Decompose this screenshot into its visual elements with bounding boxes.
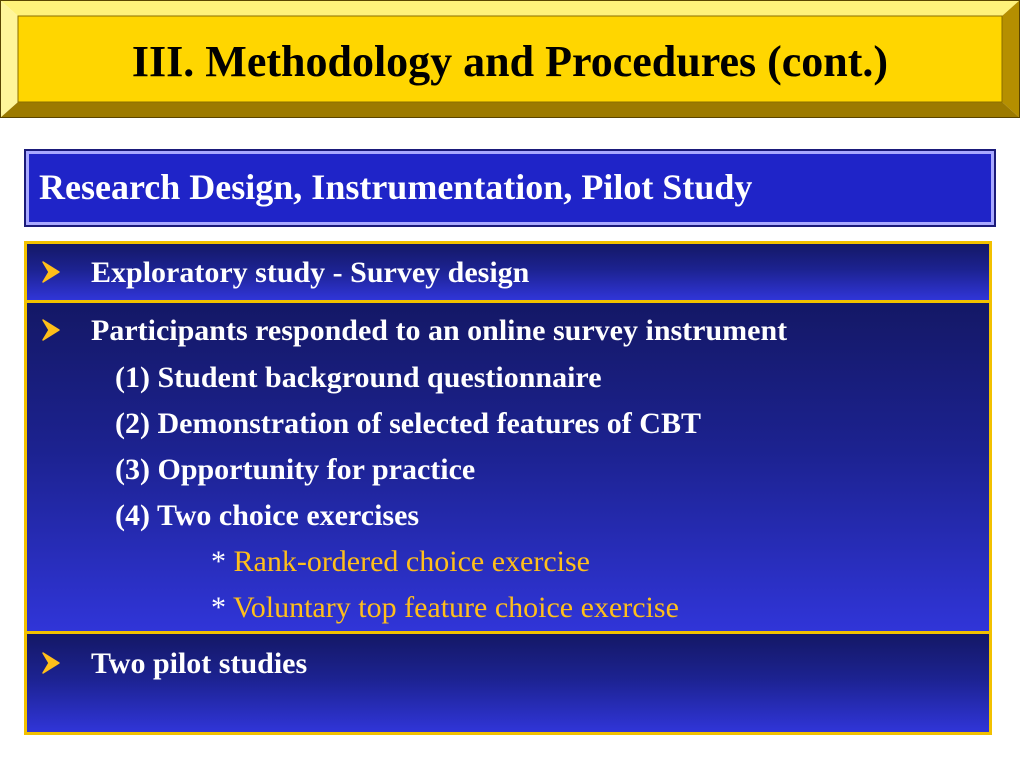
bullet-item <box>41 646 307 682</box>
bullet-item <box>41 255 529 291</box>
asterisk-marker: * <box>211 545 234 578</box>
bullet-text: Participants responded to an online survey instrument <box>91 314 788 347</box>
title-plate <box>0 0 1020 118</box>
bullet-text: Exploratory study - Survey design <box>91 256 530 289</box>
highlighted-text: Rank-ordered choice exercise <box>233 545 590 578</box>
highlighted-text: Voluntary top feature choice exercise <box>232 591 679 624</box>
arrow-bullet-icon <box>41 318 61 342</box>
slide-title: III. Methodology and Procedures (cont.) <box>131 37 889 86</box>
sub-item: (3) Opportunity for practice <box>115 453 476 486</box>
sub-item: (4) Two choice exercises <box>115 499 420 532</box>
sub-sub-item <box>211 590 679 626</box>
subtitle-bar <box>26 151 994 225</box>
sub-item: (2) Demonstration of selected features of CBT <box>115 407 701 440</box>
arrow-bullet-icon <box>41 651 61 675</box>
bullet-panel-3 <box>27 634 989 732</box>
bullet-text: Two pilot studies <box>91 647 308 680</box>
sub-item: (1) Student background questionnaire <box>115 361 602 394</box>
bullet-panel-2 <box>27 303 989 631</box>
slide-subtitle: Research Design, Instrumentation, Pilot Study <box>39 167 753 207</box>
asterisk-marker: * <box>211 591 233 624</box>
bullet-item <box>41 313 787 349</box>
content-area <box>24 241 992 735</box>
arrow-bullet-icon <box>41 260 61 284</box>
bullet-panel-1 <box>27 244 989 300</box>
sub-sub-item <box>211 544 590 580</box>
